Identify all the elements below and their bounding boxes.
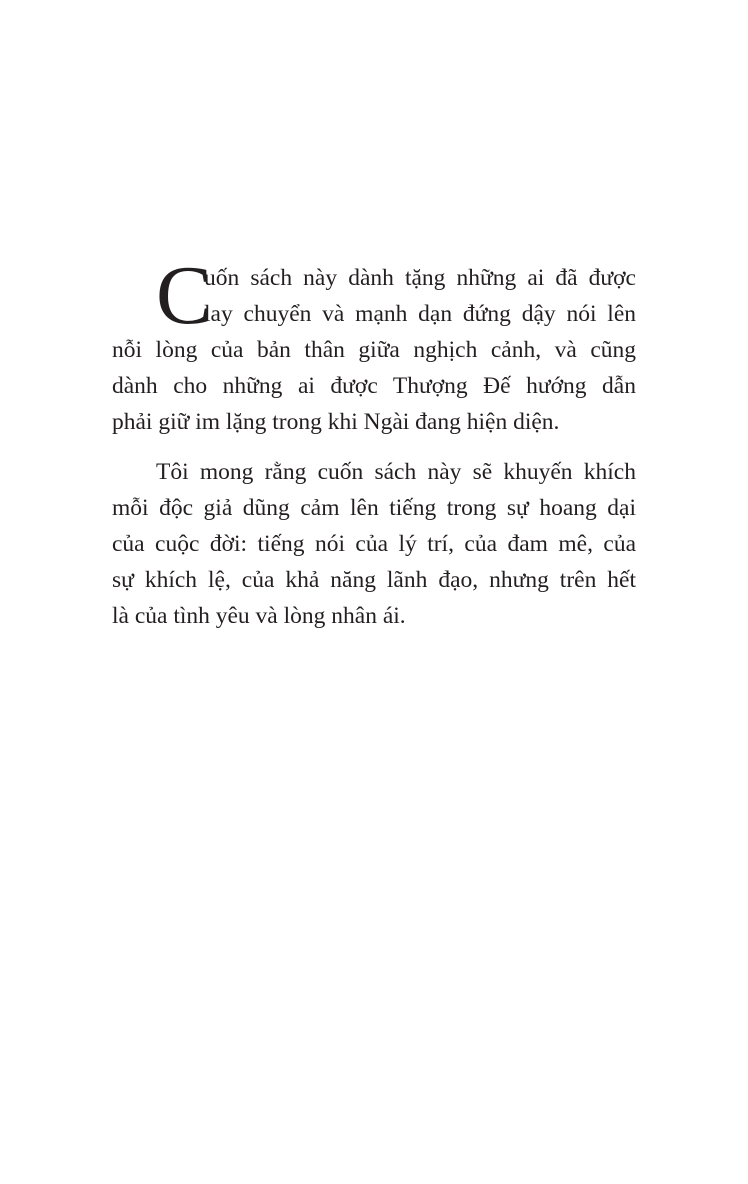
paragraph-2-line-1: Tôi mong rằng cuốn sách này sẽ khuyến khích: [156, 459, 636, 485]
dedication-paragraph-1: [112, 249, 636, 440]
dedication-paragraph-2: [112, 454, 636, 634]
paragraph-2-line-3: của cuộc đời: tiếng nói của lý trí, của đam mê, của: [112, 531, 636, 557]
paragraph-1-line-1: uốn sách này dành tặng những ai đã được: [204, 265, 636, 291]
paragraph-2-line-5: là của tình yêu và lòng nhân ái.: [112, 603, 406, 629]
paragraph-2-line-4: sự khích lệ, của khả năng lãnh đạo, nhưng trên hết: [112, 567, 636, 593]
paragraph-1-line-3: nỗi lòng của bản thân giữa nghịch cảnh, và cũng: [112, 337, 636, 363]
dedication-text: [112, 249, 636, 634]
drop-cap-letter: C: [156, 249, 213, 342]
paragraph-2-line-2: mỗi độc giả dũng cảm lên tiếng trong sự hoang dại: [112, 495, 636, 521]
paragraph-1-line-2: lay chuyển và mạnh dạn đứng dậy nói lên: [204, 301, 636, 327]
paragraph-1-line-4: dành cho những ai được Thượng Đế hướng dẫn: [112, 373, 636, 399]
paragraph-1-line-5: phải giữ im lặng trong khi Ngài đang hiện diện.: [112, 409, 560, 435]
dropcap-lines: [112, 249, 636, 342]
